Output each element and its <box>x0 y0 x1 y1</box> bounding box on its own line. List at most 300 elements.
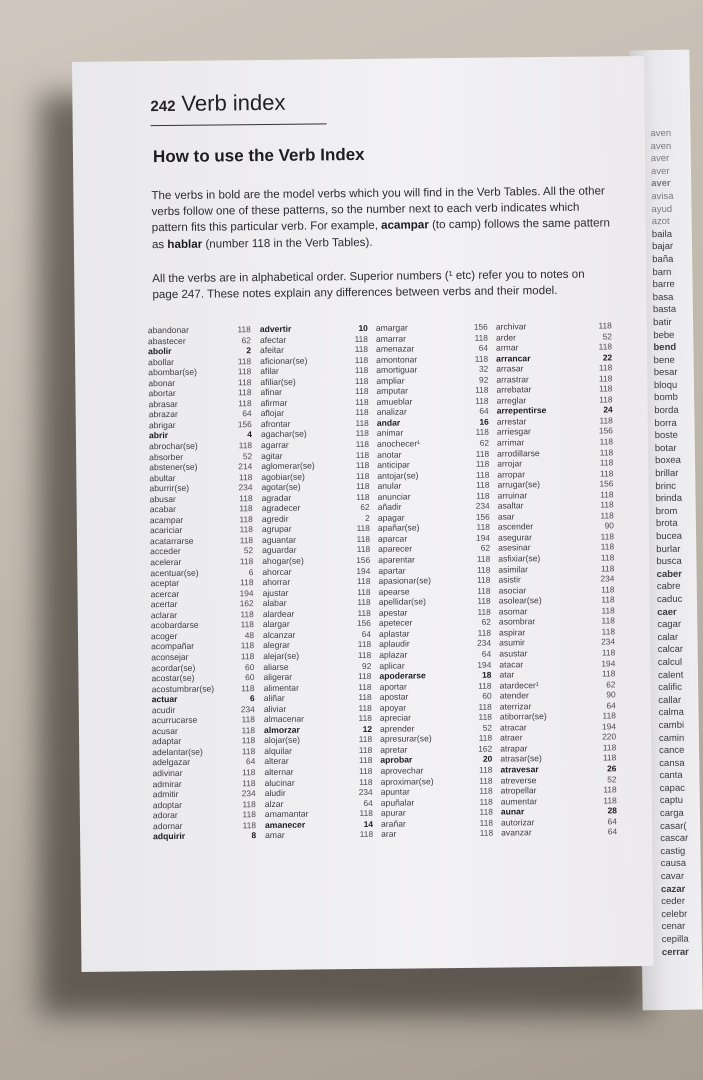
verb-name: avanzar <box>501 827 532 838</box>
verb-table-number: 118 <box>599 415 613 426</box>
verb-table-number: 194 <box>477 659 492 670</box>
next-page-word: capac <box>659 782 686 794</box>
next-page-word: brota <box>655 518 678 530</box>
verb-name: abusar <box>149 493 176 504</box>
verb-table-number: 118 <box>601 594 615 605</box>
verb-table-number: 52 <box>482 722 493 733</box>
verb-table-number: 118 <box>242 777 256 788</box>
verb-table-number: 26 <box>607 763 617 774</box>
next-page-word: calma <box>658 707 684 719</box>
verb-name: aumentar <box>500 795 538 807</box>
next-page-word: avisa <box>651 190 674 203</box>
verb-table-number: 10 <box>358 322 368 334</box>
verb-entry <box>501 827 617 839</box>
verb-table-number: 118 <box>475 427 489 438</box>
verb-name: aficionar(se) <box>260 355 308 366</box>
verb-name: abrochar(se) <box>148 440 198 452</box>
next-page-word: cerrar <box>661 946 689 958</box>
verb-table-number: 118 <box>355 449 370 460</box>
verb-table-number: 234 <box>600 573 615 584</box>
verb-name: apuñalar <box>380 797 415 808</box>
verb-table-number: 62 <box>481 616 491 628</box>
verb-table-number: 118 <box>237 355 252 366</box>
verb-table-number: 118 <box>354 344 369 355</box>
verb-name: anular <box>377 480 402 492</box>
verb-name: amamantar <box>264 808 309 820</box>
verb-table-number: 118 <box>476 553 491 564</box>
verb-name: abrigar <box>148 419 176 431</box>
verb-name: anotar <box>377 449 402 460</box>
verb-table-number: 118 <box>602 710 616 721</box>
verb-table-number: 118 <box>358 681 372 692</box>
verb-table-number: 118 <box>599 394 613 405</box>
verb-table-number: 52 <box>602 330 612 342</box>
verb-table-number: 118 <box>239 535 254 546</box>
verb-table-number: 118 <box>358 713 372 724</box>
verb-table-number: 118 <box>601 584 615 595</box>
verb-name: apagar <box>377 512 405 523</box>
verb-table-number: 118 <box>477 574 491 585</box>
next-page-word: bucea <box>656 530 683 543</box>
page-header <box>150 90 285 117</box>
verb-name: aprovechar <box>380 765 424 776</box>
verb-table-number: 118 <box>600 541 615 552</box>
next-page-word: captu <box>659 795 684 807</box>
verb-table-number: 118 <box>475 448 490 459</box>
verb-table-number: 118 <box>475 395 489 406</box>
verb-table-number: 118 <box>358 702 372 713</box>
verb-name: acatarrarse <box>149 535 194 547</box>
next-page-word: causa <box>660 858 687 870</box>
verb-name: arropar <box>497 468 526 480</box>
verb-table-number: 118 <box>359 776 373 787</box>
verb-name: asumir <box>499 637 525 648</box>
verb-name: atardecer¹ <box>499 679 539 691</box>
verb-table-number: 118 <box>479 775 493 786</box>
verb-table-number: 118 <box>355 386 369 397</box>
verb-name: aliarse <box>263 661 289 672</box>
model-verb-name: advertir <box>259 323 292 335</box>
verb-table-number: 118 <box>600 552 615 563</box>
next-page-word: cenar <box>661 921 686 933</box>
verb-table-number: 118 <box>357 576 371 587</box>
section-title: How to use the Verb Index <box>152 144 365 167</box>
verb-table-number: 118 <box>354 365 369 376</box>
next-page-word: calent <box>657 669 684 681</box>
next-page-word: borda <box>654 404 679 417</box>
verb-table-number: 118 <box>358 734 373 745</box>
verb-table-number: 118 <box>358 692 372 703</box>
next-page-word: celebr <box>661 908 688 920</box>
verb-name: aglomerar(se) <box>261 460 315 472</box>
verb-table-number: 118 <box>476 479 490 490</box>
verb-table-number: 92 <box>478 374 489 385</box>
verb-table-number: 118 <box>238 440 253 451</box>
next-page-word: bene <box>653 354 675 366</box>
verb-table-number: 118 <box>476 564 491 575</box>
verb-name: analizar <box>376 406 407 418</box>
verb-name: ascender <box>497 521 534 532</box>
verb-table-number: 118 <box>354 375 369 386</box>
verb-name: adorar <box>152 810 178 821</box>
verb-table-number: 156 <box>237 419 252 430</box>
verb-name: agachar(se) <box>260 429 307 440</box>
verb-table-number: 118 <box>358 755 373 766</box>
verb-name: armar <box>495 342 519 353</box>
next-page-word: calar <box>657 631 679 643</box>
next-page-word: cambi <box>658 719 685 732</box>
verb-table-number: 64 <box>363 797 373 808</box>
next-page-word: cagar <box>657 618 682 631</box>
verb-table-number: 118 <box>598 341 613 352</box>
verb-table-number: 118 <box>479 817 494 828</box>
verb-name: acceder <box>150 546 181 557</box>
verb-table-number: 118 <box>237 324 251 335</box>
verb-name: atropellar <box>500 785 537 796</box>
verb-table-number: 22 <box>602 352 613 363</box>
next-page-word: borra <box>654 417 677 429</box>
verb-table-number: 16 <box>479 416 489 427</box>
verb-name: atar <box>499 669 515 680</box>
verb-table-number: 118 <box>239 556 254 567</box>
verb-name: animar <box>376 428 404 439</box>
verb-name: abultar <box>149 472 176 483</box>
verb-name: alardear <box>262 608 295 619</box>
verb-table-number: 118 <box>478 680 492 691</box>
verb-name: aplastar <box>378 628 410 639</box>
verb-name: amenazar <box>375 343 415 354</box>
verb-table-number: 234 <box>477 638 492 649</box>
verb-table-number: 52 <box>243 545 254 556</box>
verb-name: adaptar <box>152 736 182 747</box>
verb-name: acostar(se) <box>151 672 195 684</box>
verb-table-number: 118 <box>237 376 252 388</box>
verb-name: abollar <box>148 356 175 367</box>
model-verb-name: arrancar <box>496 352 531 364</box>
verb-name: alterar <box>264 756 289 767</box>
verb-name: acampar <box>149 514 184 526</box>
verb-column-1 <box>148 324 256 842</box>
verb-name: atrasar(se) <box>500 753 542 764</box>
verb-table-number: 118 <box>359 808 373 819</box>
verb-table-number: 118 <box>478 732 493 744</box>
verb-table-number: 118 <box>477 606 491 617</box>
model-verb-name: apoderarse <box>379 670 426 681</box>
verb-table-number: 90 <box>606 689 616 700</box>
verb-name: anochecer¹ <box>376 438 421 449</box>
verb-name: alojar(se) <box>264 734 300 746</box>
verb-table-number: 118 <box>599 457 614 468</box>
verb-name: ahorcar <box>262 566 292 577</box>
next-page-word: baila <box>651 228 673 240</box>
verb-name: adelantar(se) <box>152 746 203 758</box>
verb-name: atiborrar(se) <box>499 711 547 722</box>
verb-name: asaltar <box>497 500 524 511</box>
verb-name: asistir <box>498 574 521 585</box>
verb-table-number: 118 <box>479 827 494 839</box>
verb-table-number: 118 <box>474 353 489 364</box>
verb-table-number: 118 <box>602 752 617 763</box>
verb-table-number: 118 <box>240 608 254 620</box>
verb-table-number: 118 <box>358 744 373 755</box>
verb-name: aconsejar <box>151 651 189 663</box>
verb-table-number: 118 <box>357 607 371 618</box>
verb-name: abombar(se) <box>148 366 198 378</box>
verb-name: abandonar <box>147 324 189 336</box>
next-page-word: ceder <box>661 895 686 908</box>
next-page-word: caer <box>657 606 677 618</box>
book-page <box>72 56 653 972</box>
next-page-word: baña <box>652 253 674 266</box>
verb-table-number: 118 <box>355 417 369 428</box>
verb-table-number: 52 <box>607 773 617 784</box>
verb-name: aportar <box>379 681 407 692</box>
intro-paragraph <box>151 183 612 253</box>
model-verb-name: aprobar <box>380 754 413 766</box>
verb-name: afectar <box>259 334 287 345</box>
verb-table-number: 194 <box>239 587 254 598</box>
verb-table-number: 62 <box>479 437 490 448</box>
verb-name: aprender <box>379 723 415 734</box>
verb-table-number: 12 <box>362 723 373 734</box>
next-page-word: azot <box>651 216 670 228</box>
verb-table-number: 118 <box>476 490 490 501</box>
verb-table-number: 118 <box>603 794 617 806</box>
model-verb-name: abrir <box>148 430 169 441</box>
verb-column-4 <box>496 320 617 838</box>
verb-table-number: 214 <box>238 461 253 472</box>
verb-name: alucinar <box>264 777 295 788</box>
next-page-word: bend <box>653 341 677 354</box>
next-page-word: burlar <box>656 543 681 555</box>
verb-table-number: 64 <box>245 756 256 767</box>
verb-table-number: 118 <box>478 701 492 712</box>
verb-table-number: 60 <box>244 661 255 672</box>
verb-table-number: 118 <box>601 626 616 637</box>
next-page-word: besar <box>653 367 678 379</box>
verb-name: atender <box>499 690 529 701</box>
model-verb-name: aunar <box>500 806 525 817</box>
verb-name: apartar <box>378 565 406 576</box>
next-page-word: brinda <box>655 492 683 505</box>
verb-name: aterrizar <box>499 700 532 712</box>
verb-table-number: 118 <box>239 513 253 525</box>
verb-name: acercar <box>150 588 180 599</box>
verb-table-number: 20 <box>482 754 493 765</box>
verb-table-number: 64 <box>478 342 489 353</box>
verb-table-number: 118 <box>240 651 255 662</box>
next-page-word: caber <box>656 568 683 580</box>
verb-name: apearse <box>378 586 410 597</box>
verb-name: arrodillarse <box>497 447 540 459</box>
model-verb-name: amanecer <box>264 819 306 830</box>
verb-table-number: 118 <box>240 640 255 651</box>
verb-table-number: 118 <box>358 670 372 682</box>
verb-table-number: 118 <box>238 387 252 398</box>
next-page-word: basa <box>652 291 674 303</box>
verb-table-number: 234 <box>358 786 373 798</box>
next-page-word: cepilla <box>661 933 689 946</box>
verb-name: amargar <box>375 322 408 333</box>
intro-text-1: The verbs in bold are the model verbs which you will find in the Verb Tables. All the other verbs follow one of these patterns, so the number next to each verb indicates which pattern fits this particular verb. For example, <box>151 184 605 235</box>
verb-name: apreciar <box>379 712 411 724</box>
verb-table-number: 156 <box>356 618 371 629</box>
verb-table-number: 62 <box>606 678 616 690</box>
verb-table-number: 118 <box>598 320 612 331</box>
next-page-word: cazar <box>660 883 686 895</box>
verb-name: aguardar <box>262 545 297 556</box>
next-page-word: busca <box>656 555 682 568</box>
verb-table-number: 194 <box>601 721 617 732</box>
verb-name: acelerar <box>150 556 182 568</box>
verb-name: ahogar(se) <box>262 555 304 567</box>
verb-table-number: 90 <box>604 520 614 531</box>
verb-name: ajustar <box>262 587 289 598</box>
verb-name: afrontar <box>260 418 291 429</box>
verb-name: aceptar <box>150 578 180 589</box>
verb-name: admirar <box>152 778 182 789</box>
verb-name: aliviar <box>263 703 287 714</box>
verb-table-number: 118 <box>241 735 256 746</box>
verb-table-number: 18 <box>482 669 492 680</box>
next-page-word: brillar <box>655 467 679 480</box>
verb-table-number: 234 <box>240 703 255 714</box>
verb-table-number: 118 <box>354 333 368 344</box>
verb-name: asimilar <box>498 563 528 575</box>
verb-table-number: 118 <box>598 362 613 373</box>
next-page-word: boxea <box>654 455 682 467</box>
verb-index-columns <box>148 320 624 925</box>
verb-table-number: 60 <box>245 672 255 683</box>
verb-name: acariciar <box>149 525 183 536</box>
verb-table-number: 60 <box>482 690 492 701</box>
next-page-word: calific <box>658 681 683 694</box>
verb-table-number: 118 <box>601 615 615 626</box>
verb-table-number: 118 <box>242 819 257 830</box>
model-verb-name: actuar <box>151 694 178 705</box>
verb-table-number: 118 <box>240 619 254 630</box>
model-verb-name: abolir <box>147 346 172 357</box>
verb-name: arrestar <box>496 416 527 427</box>
verb-name: aplaudir <box>379 638 410 650</box>
verb-name: aflojar <box>260 408 285 419</box>
verb-name: arriesgar <box>496 426 531 438</box>
verb-name: admitir <box>152 788 179 800</box>
verb-table-number: 156 <box>356 554 371 566</box>
verb-table-number: 156 <box>598 425 613 436</box>
next-page-word: cansa <box>659 757 685 769</box>
verb-name: acudir <box>151 704 176 715</box>
verb-name: aplicar <box>379 660 405 671</box>
verb-name: amortiguar <box>376 364 418 376</box>
verb-name: aplazar <box>379 649 408 660</box>
verb-table-number: 118 <box>477 585 491 596</box>
verb-name: acompañar <box>151 641 195 652</box>
verb-table-number: 64 <box>481 648 492 659</box>
verb-table-number: 118 <box>600 510 614 521</box>
verb-table-number: 64 <box>607 816 618 827</box>
verb-name: abonar <box>148 377 176 388</box>
verb-name: adivinar <box>152 767 183 779</box>
verb-name: acoger <box>150 630 178 642</box>
verb-table-number: 118 <box>239 492 253 504</box>
verb-table-number: 118 <box>357 586 371 597</box>
verb-table-number: 234 <box>241 788 256 799</box>
verb-name: apresurar(se) <box>380 733 432 745</box>
next-page-word: barn <box>652 266 672 278</box>
verb-table-number: 118 <box>359 765 373 777</box>
verb-name: alabar <box>262 598 287 609</box>
verb-table-number: 118 <box>242 767 256 778</box>
verb-table-number: 118 <box>238 471 253 482</box>
verb-table-number: 6 <box>248 566 254 577</box>
verb-table-number: 118 <box>356 544 371 555</box>
verb-name: arrojar <box>497 458 523 469</box>
next-page-word: casar( <box>660 820 687 832</box>
next-page-word: brinc <box>655 480 677 492</box>
verb-table-number: 118 <box>600 499 614 510</box>
verb-name: abrasar <box>148 398 178 410</box>
verb-name: apretar <box>380 744 408 755</box>
model-verb-name: adquirir <box>153 831 186 842</box>
verb-name: afinar <box>260 387 283 398</box>
verb-table-number: 92 <box>361 660 372 671</box>
verb-name: amputar <box>376 385 409 397</box>
verb-name: agredir <box>261 513 289 524</box>
verb-name: aligerar <box>263 671 293 683</box>
verb-name: amueblar <box>376 396 413 407</box>
verb-name: asombrar <box>498 616 536 627</box>
verb-name: alquilar <box>264 745 292 756</box>
verb-name: almacenar <box>263 713 305 725</box>
verb-name: arañar <box>380 818 406 829</box>
verb-name: asolear(se) <box>498 595 542 606</box>
next-page-word: camin <box>658 732 685 744</box>
verb-name: acentuar(se) <box>150 567 199 578</box>
verb-table-number: 118 <box>602 742 617 753</box>
verb-table-number: 118 <box>474 332 488 343</box>
verb-table-number: 234 <box>601 636 616 647</box>
verb-name: arrugar(se) <box>497 479 541 490</box>
verb-name: atraer <box>500 732 523 743</box>
verb-column-2 <box>260 323 373 841</box>
verb-table-number: 118 <box>241 682 255 693</box>
verb-name: agotar(se) <box>261 481 301 493</box>
verb-table-number: 118 <box>356 481 370 492</box>
next-page-word: bomb <box>654 392 678 404</box>
verb-name: archivar <box>495 321 527 332</box>
verb-name: apañar(se) <box>377 522 420 534</box>
example-verb: acampar <box>381 218 429 233</box>
verb-name: arreglar <box>496 395 527 406</box>
verb-table-number: 118 <box>357 639 372 650</box>
verb-name: amar <box>265 830 285 841</box>
verb-table-number: 194 <box>356 565 371 576</box>
verb-table-number: 118 <box>242 809 256 820</box>
model-verb-name: andar <box>376 417 401 428</box>
verb-name: acertar <box>150 599 178 610</box>
verb-name: alzar <box>264 798 284 809</box>
verb-table-number: 8 <box>251 830 257 841</box>
next-page-word: boste <box>654 430 679 442</box>
verb-table-number: 118 <box>598 373 613 384</box>
verb-name: aspirar <box>498 627 526 638</box>
verb-table-number: 118 <box>479 806 493 817</box>
verb-table-number: 118 <box>476 522 490 533</box>
verb-table-number: 64 <box>479 406 489 417</box>
next-page-word: basta <box>652 304 677 316</box>
verb-name: arruinar <box>497 490 528 501</box>
